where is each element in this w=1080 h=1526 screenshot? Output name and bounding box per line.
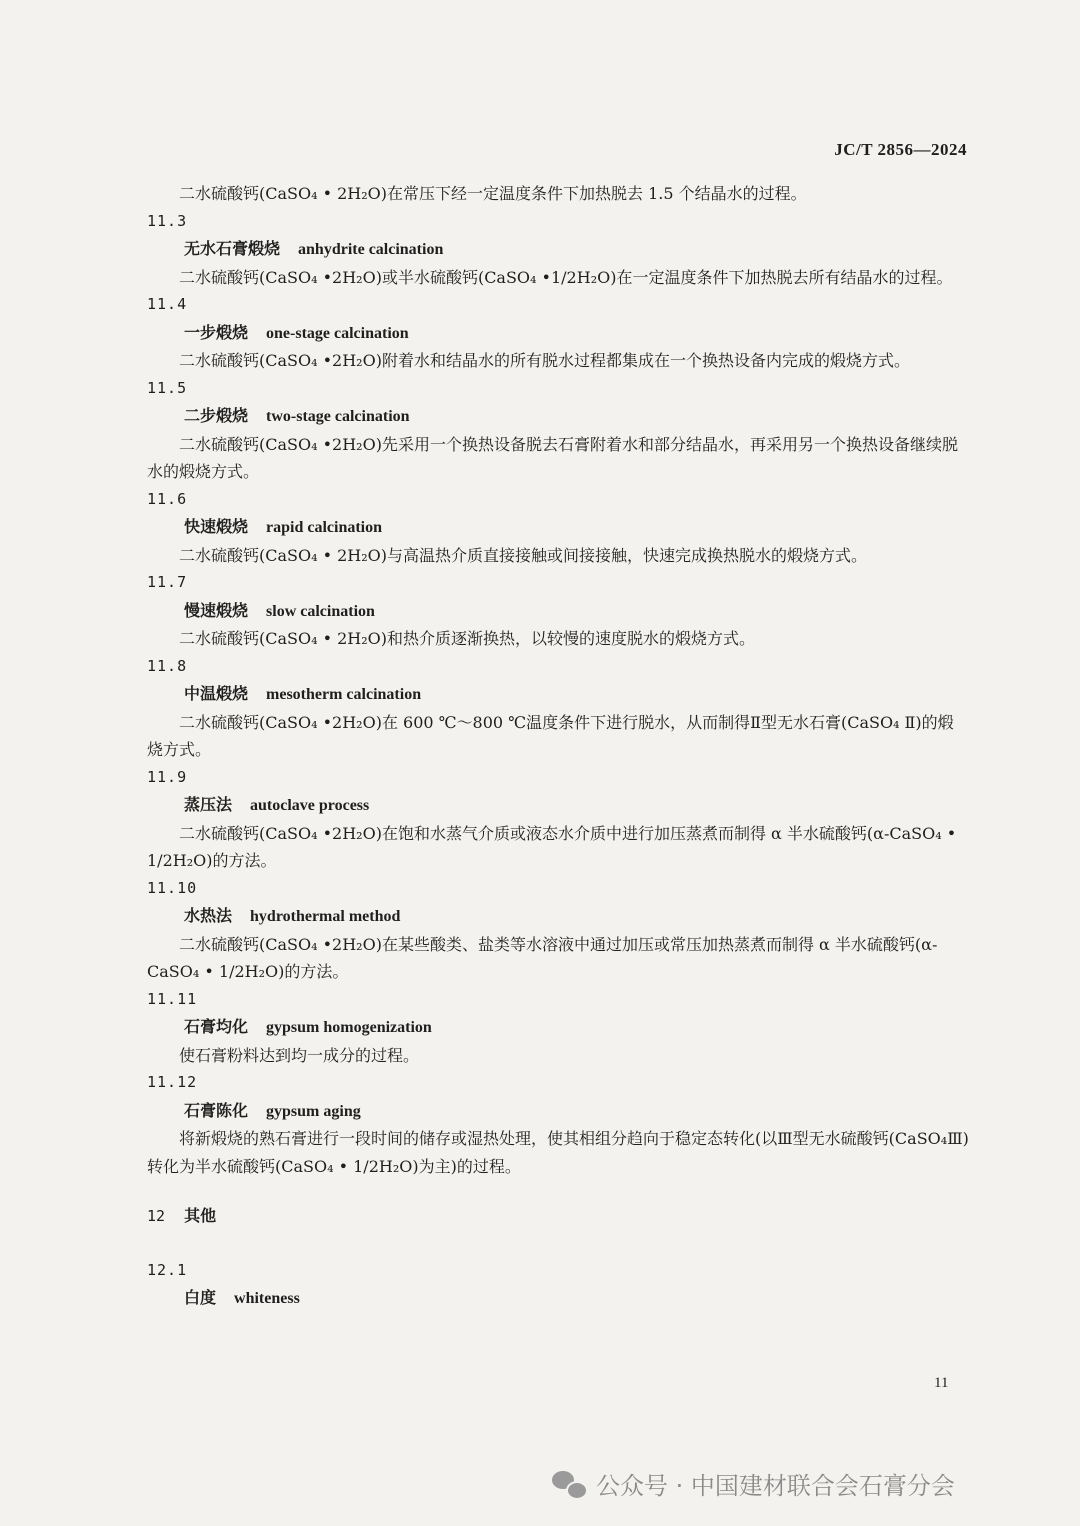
term-english: one-stage calcination (266, 324, 409, 342)
definition-text: 二水硫酸钙(CaSO₄ •2H₂O)或半水硫酸钙(CaSO₄ •1/2H₂O)在一定温度条件下加热脱去所有结晶水的过程。 (179, 267, 953, 287)
term-chinese: 蒸压法 (184, 795, 233, 814)
document-body (147, 180, 969, 1313)
term-chinese: 水热法 (184, 906, 233, 925)
section-number: 11.7 (147, 573, 188, 591)
term-chinese: 二步煅烧 (184, 406, 249, 425)
term-heading (147, 1284, 969, 1313)
term-chinese: 一步煅烧 (184, 322, 249, 342)
section-number: 11.11 (147, 989, 198, 1008)
chapter-title: 其他 (184, 1206, 217, 1225)
term-chinese: 无水石膏煅烧 (184, 239, 281, 258)
term-heading (147, 791, 969, 820)
term-english: mesotherm calcination (266, 686, 422, 703)
term-english: autoclave process (250, 797, 370, 814)
section-number: 12.1 (147, 1260, 188, 1279)
section-number: 11.12 (147, 1073, 198, 1091)
term-heading (147, 1097, 969, 1126)
standard-number-header: JC/T 2856—2024 (834, 140, 967, 159)
definition-text: 二水硫酸钙(CaSO₄ •2H₂O)在 600 ℃～800 ℃温度条件下进行脱水，从而制得Ⅱ型无水石膏(CaSO₄ Ⅱ)的煅烧方式。 (147, 712, 954, 759)
term-chinese: 石膏均化 (184, 1017, 249, 1036)
term-heading (147, 680, 969, 709)
definition-text: 二水硫酸钙(CaSO₄ • 2H₂O)与高温热介质直接接触或间接接触，快速完成换热脱水的煅烧方式。 (179, 545, 868, 565)
term-chinese: 快速煅烧 (184, 517, 249, 536)
term-english: gypsum aging (266, 1102, 361, 1120)
watermark-text: 公众号 · 中国建材联合会石膏分会 (596, 1472, 955, 1500)
section-number: 11.10 (147, 878, 198, 897)
term-chinese: 石膏陈化 (184, 1100, 249, 1120)
term-sections (147, 208, 969, 1181)
chapter-number: 12 (147, 1207, 166, 1225)
term-english: two-stage calcination (266, 408, 410, 425)
term-heading (147, 597, 969, 626)
term-english: anhydrite calcination (298, 241, 444, 258)
term-chinese: 白度 (184, 1288, 217, 1307)
wechat-watermark (552, 1466, 955, 1501)
term-english: slow calcination (266, 602, 375, 620)
definition-text: 二水硫酸钙(CaSO₄ •2H₂O)附着水和结晶水的所有脱水过程都集成在一个换热设备内完成的煅烧方式。 (179, 351, 910, 370)
term-english: hydrothermal method (250, 908, 401, 925)
section-number: 11.8 (147, 656, 188, 675)
section-number: 11.5 (147, 378, 188, 397)
definition-text: 二水硫酸钙(CaSO₄ •2H₂O)在某些酸类、盐类等水溶液中通过加压或常压加热蒸煮而制得 α 半水硫酸钙(α-CaSO₄ • 1/2H₂O)的方法。 (147, 934, 938, 981)
term-heading (147, 902, 969, 931)
definition-text: 使石膏粉料达到均一成分的过程。 (179, 1045, 420, 1065)
definition-text: 二水硫酸钙(CaSO₄ • 2H₂O)在常压下经一定温度条件下加热脱去 1.5 个结晶水的过程。 (179, 184, 807, 203)
term-heading (147, 1013, 969, 1042)
term-english: rapid calcination (266, 519, 383, 536)
wechat-icon (552, 1469, 588, 1499)
term-heading (147, 319, 969, 348)
term-heading (147, 235, 969, 264)
term-english: whiteness (234, 1290, 300, 1307)
definition-text: 二水硫酸钙(CaSO₄ • 2H₂O)和热介质逐渐换热，以较慢的速度脱水的煅烧方式。 (179, 629, 756, 648)
section-number: 11.4 (147, 295, 188, 313)
section-number: 11.3 (147, 211, 188, 230)
term-heading (147, 402, 969, 431)
term-heading (147, 513, 969, 542)
definition-text: 二水硫酸钙(CaSO₄ •2H₂O)先采用一个换热设备脱去石膏附着水和部分结晶水，再采用另一个换热设备继续脱水的煅烧方式。 (147, 434, 958, 481)
chapter-heading (147, 1202, 969, 1231)
page-number: 11 (934, 1375, 949, 1391)
section-number: 11.9 (147, 767, 188, 786)
term-english: gypsum homogenization (266, 1019, 432, 1036)
section-number: 11.6 (147, 489, 188, 508)
definition-text: 二水硫酸钙(CaSO₄ •2H₂O)在饱和水蒸气介质或液态水介质中进行加压蒸煮而制得 α 半水硫酸钙(α-CaSO₄ • 1/2H₂O)的方法。 (147, 823, 957, 870)
term-chinese: 中温煅烧 (184, 684, 249, 703)
term-chinese: 慢速煅烧 (184, 600, 249, 620)
definition-text: 将新煅烧的熟石膏进行一段时间的储存或湿热处理，使其相组分趋向于稳定态转化(以Ⅲ型无水硫酸钙(CaSO₄Ⅲ)转化为半水硫酸钙(CaSO₄ • 1/2H₂O)为主)的过程。 (147, 1129, 969, 1176)
